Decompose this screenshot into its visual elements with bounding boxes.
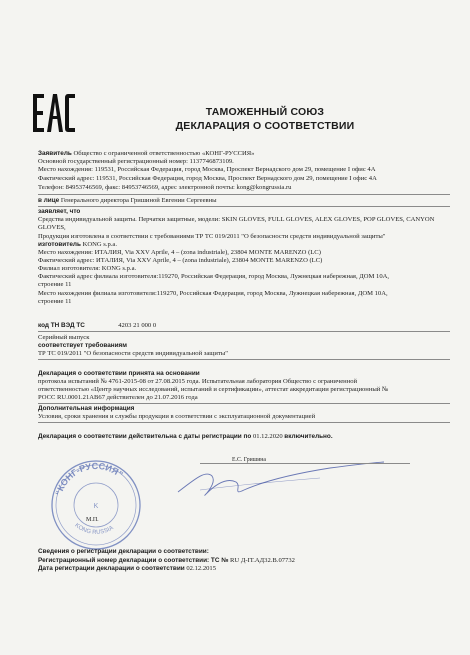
validity-prefix: Декларация о соответствии действительна с даты регистрации по <box>38 433 252 440</box>
applicant-line <box>38 150 450 158</box>
divider <box>38 331 450 332</box>
additional-label: Дополнительная информация <box>38 405 135 412</box>
requirements-value: ТР ТС 019/2011 "О безопасности средств индивидуальной защиты" <box>38 350 228 357</box>
registration-title: Сведения о регистрации декларации о соответствии: <box>38 548 209 555</box>
validity-date: 01.12.2020 <box>252 433 283 440</box>
divider <box>38 403 450 404</box>
manufacturer-name: KONG s.p.a. <box>82 241 117 248</box>
representative-label: в лице <box>38 197 60 204</box>
representative-value: Генерального директора Гришиной Евгении Сергеевны <box>60 197 217 204</box>
company-stamp <box>46 453 146 553</box>
svg-text:K: K <box>93 503 99 510</box>
svg-text:KONG RUSSIA: KONG RUSSIA <box>73 522 115 536</box>
applicant-actual-address: Фактический адрес: 119531, Российская Федерация, город Москва, Проспект Вернадского дом 29, помещение I офис 4А <box>38 175 377 182</box>
requirements-label: соответствует требованиям <box>38 342 127 349</box>
additional-value: Условия, сроки хранения и службы продукции в соответствии с эксплуатационной документацией <box>38 413 316 420</box>
manufacturer-label: изготовитель <box>38 241 81 248</box>
branch-actual-address-2: строение 11 <box>38 281 72 288</box>
applicant-location: Место нахождения: 119531, Российская Федерация, город Москва, Проспект Вернадского дом 29, помещение I офис 4А <box>38 166 376 173</box>
document-subtitle: ДЕКЛАРАЦИЯ О СООТВЕТСТВИИ <box>175 120 355 132</box>
divider <box>38 422 450 423</box>
basis-line1: протокола испытаний № 4761-2015-08 от 27.08.2015 года. Испытательная лаборатория Общество с ограниченной <box>38 378 358 385</box>
representative-line <box>38 197 450 205</box>
manufacturer-line <box>38 241 450 249</box>
tnved-value: 4203 21 000 0 <box>118 322 157 329</box>
registration-date-value: 02.12.2015 <box>186 565 217 572</box>
registration-date-label: Дата регистрации декларации о соответствии <box>38 565 185 572</box>
validity-line <box>38 433 450 441</box>
product-regulation: Продукция изготовлена в соответствии с требованиями ТР ТС 019/2011 "О безопасности средств индивидуальной защиты" <box>38 233 386 240</box>
branch-location-2: строение 11 <box>38 298 72 305</box>
product-description: Средства индивидуальной защиты. Перчатки защитные, модели: SKIN GLOVES, FULL GLOVES, ALEX GLOVES, POP GLOVES, CANYON GLOVES, <box>38 216 435 232</box>
validity-suffix: включительно. <box>284 433 333 440</box>
tnved-line <box>38 322 450 330</box>
signature-line <box>200 463 410 464</box>
branch-actual-address: Фактический адрес филиала изготовителя:119270, Российская Федерация, город Москва, Лужнецкая набережная, ДОМ 10А, <box>38 273 390 280</box>
basis-line2: ответственностью «Центр научных исследований, испытаний и сертификации», аттестат аккредитации регистрационный № <box>38 386 389 393</box>
tnved-label: код ТН ВЭД ТС <box>38 322 85 329</box>
mp-label: М.П. <box>86 517 99 523</box>
applicant-label: Заявитель <box>38 150 72 157</box>
branch-location: Место нахождения филиала изготовителя:119270, Российская Федерация, город Москва, Лужнецкая набережная, ДОМ 10А, <box>38 290 388 297</box>
registration-number-value: RU Д-IT.АД32.В.07732 <box>230 557 295 564</box>
manufacturer-actual-address: Фактический адрес: ИТАЛИЯ, Via XXV Aprile, 4 – (zona industriale), 23804 MONTE MARENZO (LC) <box>38 257 323 264</box>
divider <box>38 194 450 195</box>
manufacturer-branch: Филиал изготовителя: KONG s.p.a. <box>38 265 137 272</box>
applicant-name: Общество с ограниченной ответственностью «КОНГ-РУССИЯ» <box>73 150 255 157</box>
registration-date-line <box>38 565 450 573</box>
svg-text:“КОНГ-РУССИЯ”: “КОНГ-РУССИЯ” <box>53 460 125 497</box>
divider <box>38 359 450 360</box>
document-title: ТАМОЖЕННЫЙ СОЮЗ <box>205 106 325 118</box>
registration-number-label: Регистрационный номер декларации о соответствии: ТС № <box>38 557 229 564</box>
applicant-ogrn: Основной государственный регистрационный номер: 1137746873109. <box>38 158 234 165</box>
basis-line3: РОСС RU.0001.21АВ67 действителен до 21.07.2016 года <box>38 394 198 401</box>
eac-logo <box>32 92 76 134</box>
applicant-contacts: Телефон: 84953746569, факс: 84953746569, адрес электронной почты: kong@kongrussia.ru <box>38 184 292 191</box>
manufacturer-location: Место нахождения: ИТАЛИЯ, Via XXV Aprile, 4 – (zona industriale), 23804 MONTE MARENZO (LC) <box>38 249 321 256</box>
signatory-name: Е.С. Гришина <box>232 457 266 463</box>
divider <box>38 206 450 207</box>
serial-production: Серийный выпуск <box>38 334 90 341</box>
declares-label: заявляет, что <box>38 208 81 215</box>
registration-number-line <box>38 557 450 565</box>
basis-label: Декларация о соответствии принята на основании <box>38 370 200 377</box>
